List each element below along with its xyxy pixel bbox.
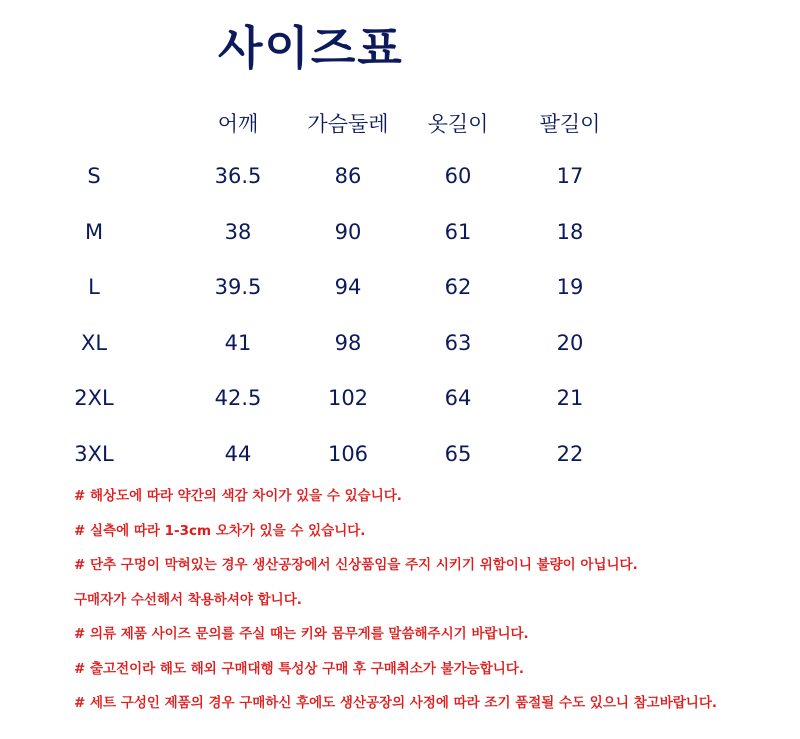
size-label: 3XL <box>74 441 114 466</box>
note-item: # 실측에 따라 1-3cm 오차가 있을 수 있습니다. <box>74 522 366 539</box>
note-item: # 의류 제품 사이즈 문의를 주실 때는 키와 몸무게를 말씀해주시기 바랍니다. <box>74 626 529 642</box>
column-header: 가슴둘레 <box>307 112 389 136</box>
table-cell: 94 <box>334 275 362 299</box>
table-cell: 36.5 <box>214 164 262 188</box>
table-cell: 98 <box>334 330 362 355</box>
size-label: L <box>88 275 100 299</box>
table-cell: 86 <box>334 164 362 188</box>
table-cell: 62 <box>444 275 472 299</box>
column-header: 옷길이 <box>427 112 489 136</box>
table-cell: 20 <box>556 330 584 355</box>
note-item: # 출고전이라 해도 해외 구매대행 특성상 구매 후 구매취소가 불가능합니다. <box>74 660 524 677</box>
table-cell: 38 <box>224 219 252 244</box>
table-cell: 61 <box>444 219 472 244</box>
table-cell: 44 <box>224 441 252 466</box>
table-cell: 63 <box>444 330 472 355</box>
table-cell: 102 <box>327 386 369 410</box>
size-label: 2XL <box>74 386 114 410</box>
note-item: 구매자가 수선해서 착용하셔야 합니다. <box>74 591 302 608</box>
column-header: 팔길이 <box>539 112 601 136</box>
page-title: 사이즈표 <box>218 21 404 75</box>
table-cell: 60 <box>444 164 472 188</box>
table-cell: 21 <box>556 386 584 410</box>
table-cell: 19 <box>556 275 584 299</box>
table-cell: 42.5 <box>214 386 262 410</box>
table-cell: 18 <box>556 219 584 244</box>
table-cell: 41 <box>224 330 252 355</box>
table-cell: 90 <box>334 219 362 244</box>
column-header: 어깨 <box>217 112 259 136</box>
table-cell: 39.5 <box>214 275 262 299</box>
table-cell: 106 <box>327 441 369 466</box>
note-item: # 세트 구성인 제품의 경우 구매하신 후에도 생산공장의 사정에 따라 조기 품절될 수도 있으니 참고바랍니다. <box>74 695 718 711</box>
note-item: # 해상도에 따라 약간의 색감 차이가 있을 수 있습니다. <box>74 488 402 504</box>
size-label: S <box>87 164 101 188</box>
table-cell: 64 <box>444 386 472 410</box>
note-item: # 단추 구멍이 막혀있는 경우 생산공장에서 신상품임을 주지 시키기 위함이니 불량이 아닙니다. <box>74 557 638 573</box>
size-label: XL <box>80 330 108 355</box>
table-cell: 22 <box>556 441 584 466</box>
table-cell: 17 <box>556 164 584 188</box>
size-label: M <box>84 219 104 244</box>
notes-section <box>74 486 794 728</box>
table-cell: 65 <box>444 441 472 466</box>
